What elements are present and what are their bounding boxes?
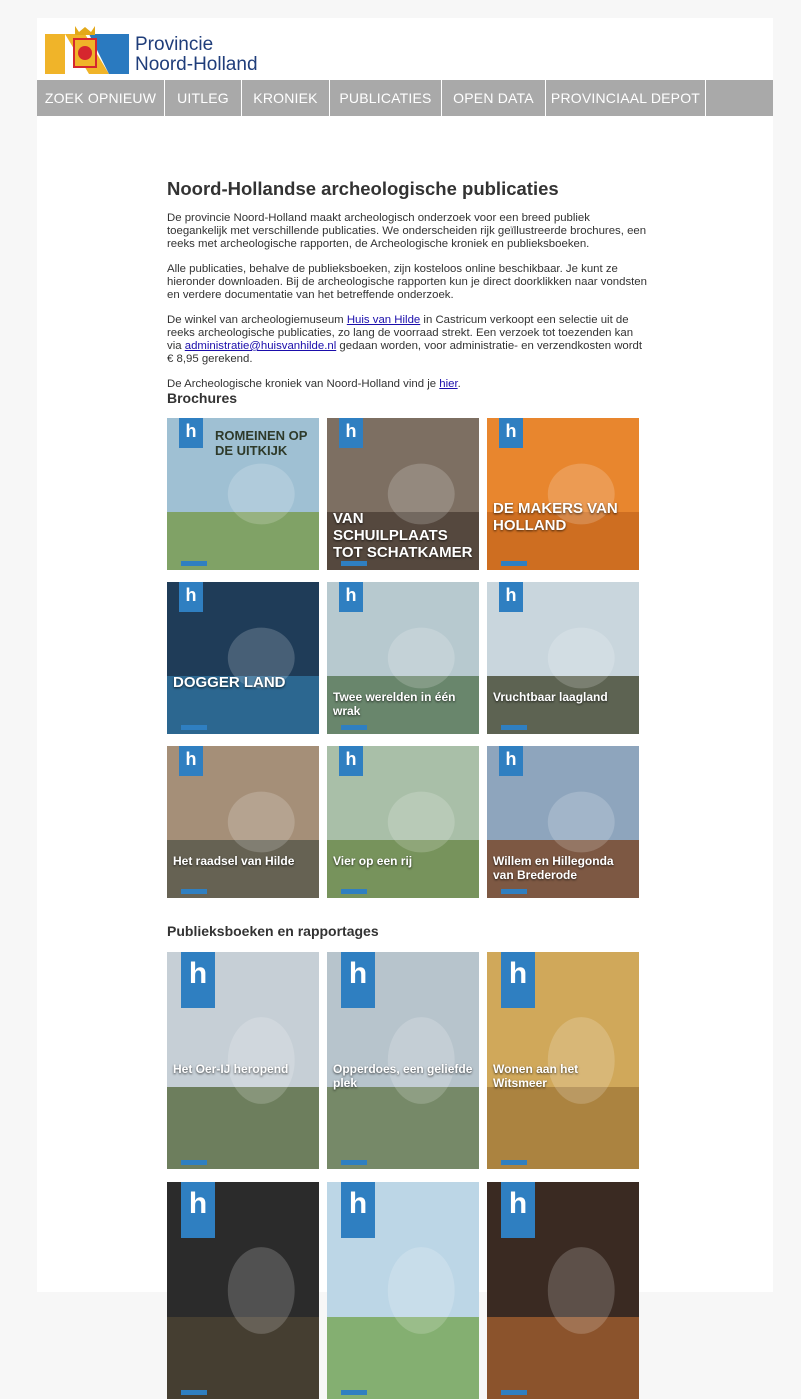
cover-title: Twee werelden in één wrak [333, 690, 456, 718]
p3-text-before: De winkel van archeologiemuseum [167, 314, 347, 326]
nav-kroniek[interactable]: KRONIEK [242, 80, 330, 116]
p4-text-after: . [457, 378, 461, 390]
brochure-cover[interactable] [327, 746, 479, 898]
brochure-cover[interactable] [167, 582, 319, 734]
cover-footer-mark [341, 1390, 367, 1395]
huis-van-hilde-logo-icon: h [501, 952, 535, 1008]
huis-van-hilde-logo-icon: h [501, 1182, 535, 1238]
huis-van-hilde-logo-icon: h [339, 418, 363, 448]
cover-title: ROMEINEN OP DE UITKIJK [215, 428, 308, 458]
logo-line-2: Noord-Holland [135, 54, 258, 75]
cover-title: Wonen aan het Witsmeer [493, 1062, 579, 1090]
cover-title: Vruchtbaar laagland [493, 690, 608, 704]
cover-footer-mark [181, 561, 207, 566]
huis-van-hilde-logo-icon: h [181, 1182, 215, 1238]
nav-open-data[interactable]: OPEN DATA [442, 80, 546, 116]
cover-figure [228, 1247, 295, 1334]
brochure-cover[interactable] [167, 418, 319, 570]
cover-title: DOGGER LAND [173, 674, 286, 691]
cover-title: Opperdoes, een geliefde plek [333, 1062, 473, 1090]
cover-ground [167, 1317, 319, 1399]
brochures-heading: Brochures [167, 390, 238, 406]
cover-footer-mark [341, 561, 367, 566]
cover-footer-mark [501, 561, 527, 566]
nav-provinciaal-depot[interactable]: PROVINCIAAL DEPOT [546, 80, 706, 116]
huis-van-hilde-logo-icon: h [499, 418, 523, 448]
logo-line-1: Provincie [135, 34, 214, 55]
cover-footer-mark [341, 889, 367, 894]
huis-van-hilde-logo-icon: h [339, 582, 363, 612]
cover-title: Willem en Hillegonda van Brederode [493, 854, 614, 882]
cover-footer-mark [501, 1160, 527, 1165]
cover-figure [548, 628, 615, 689]
site-header [37, 18, 773, 80]
cover-figure [548, 1017, 615, 1104]
cover-figure [548, 792, 615, 853]
cover-footer-mark [341, 725, 367, 730]
cover-figure [388, 628, 455, 689]
cover-footer-mark [501, 889, 527, 894]
intro-paragraph-1: De provincie Noord-Holland maakt archeologisch onderzoek voor een breed publiek toegankelijk met verschillende publicaties. We onderscheiden rijk geïllustreerde brochures, een reeks met archeologische rapporten, de Archeologische kroniek en publieksboeken. [167, 212, 647, 250]
cover-figure [228, 464, 295, 525]
nav-publicaties[interactable]: PUBLICATIES [330, 80, 442, 116]
brochure-cover[interactable] [327, 418, 479, 570]
books-heading: Publieksboeken en rapportages [167, 923, 379, 939]
book-cover[interactable] [327, 1182, 479, 1399]
cover-footer-mark [501, 1390, 527, 1395]
book-cover[interactable] [487, 1182, 639, 1399]
cover-figure [388, 1017, 455, 1104]
cover-title: Het Oer-IJ heropend [173, 1062, 289, 1076]
cover-ground [327, 1087, 479, 1169]
cover-footer-mark [181, 1160, 207, 1165]
brochure-cover[interactable] [487, 418, 639, 570]
cover-title: DE MAKERS VAN HOLLAND [493, 500, 618, 534]
cover-ground [487, 1087, 639, 1169]
cover-footer-mark [181, 889, 207, 894]
book-cover[interactable] [327, 952, 479, 1169]
cover-title: VAN SCHUILPLAATS TOT SCHATKAMER [333, 510, 473, 561]
huis-van-hilde-logo-icon: h [499, 746, 523, 776]
cover-footer-mark [181, 725, 207, 730]
huis-van-hilde-logo-icon: h [179, 746, 203, 776]
cover-title: Vier op een rij [333, 854, 413, 868]
intro-section [167, 178, 647, 403]
cover-title: Het raadsel van Hilde [173, 854, 295, 868]
nav-zoek-opnieuw[interactable]: ZOEK OPNIEUW [37, 80, 165, 116]
huis-van-hilde-logo-icon: h [341, 952, 375, 1008]
book-cover[interactable] [167, 952, 319, 1169]
cover-ground [487, 1317, 639, 1399]
p3-text-mid: in Castricum verkoopt een selectie uit de reeks archeologische publicaties, zo lang de voorraad strekt. Een verzoek tot toezenden kan via [167, 314, 634, 352]
book-cover[interactable] [167, 1182, 319, 1399]
cover-footer-mark [341, 1160, 367, 1165]
book-cover[interactable] [487, 952, 639, 1169]
brochure-cover[interactable] [487, 746, 639, 898]
intro-paragraph-2: Alle publicaties, behalve de publieksboeken, zijn kosteloos online beschikbaar. Je kunt ze hieronder downloaden. Bij de archeologische rapporten kun je direct doorklikken naar vondsten en verdere documentatie van het betreffende onderzoek. [167, 263, 647, 301]
cover-figure [548, 1247, 615, 1334]
page-title: Noord-Hollandse archeologische publicaties [167, 178, 559, 199]
main-nav [37, 80, 773, 116]
email-link[interactable]: administratie@huisvanhilde.nl [184, 340, 337, 352]
huis-van-hilde-logo-icon: h [181, 952, 215, 1008]
intro-paragraph-4 [167, 378, 647, 391]
brochure-cover[interactable] [487, 582, 639, 734]
p4-text-before: De Archeologische kroniek van Noord-Holland vind je [167, 378, 440, 390]
provincie-logo-icon[interactable] [45, 26, 129, 74]
cover-figure [388, 1247, 455, 1334]
cover-figure [388, 792, 455, 853]
p3-text-after: gedaan worden, voor administratie- en verzendkosten wordt € 8,95 gerekend. [167, 340, 643, 365]
logo-text[interactable] [135, 35, 258, 75]
cover-ground [327, 1317, 479, 1399]
huis-van-hilde-logo-icon: h [179, 582, 203, 612]
cover-ground [167, 1087, 319, 1169]
cover-figure [228, 792, 295, 853]
nav-uitleg[interactable]: UITLEG [165, 80, 242, 116]
brochure-cover[interactable] [327, 582, 479, 734]
cover-figure [228, 1017, 295, 1104]
huis-van-hilde-logo-icon: h [339, 746, 363, 776]
huis-van-hilde-logo-icon: h [499, 582, 523, 612]
cover-footer-mark [501, 725, 527, 730]
brochure-cover[interactable] [167, 746, 319, 898]
cover-footer-mark [181, 1390, 207, 1395]
huis-van-hilde-link[interactable]: Huis van Hilde [346, 314, 421, 326]
huis-van-hilde-logo-icon: h [341, 1182, 375, 1238]
huis-van-hilde-logo-icon: h [179, 418, 203, 448]
kroniek-link[interactable]: hier [439, 378, 458, 390]
intro-paragraph-3 [167, 314, 647, 366]
